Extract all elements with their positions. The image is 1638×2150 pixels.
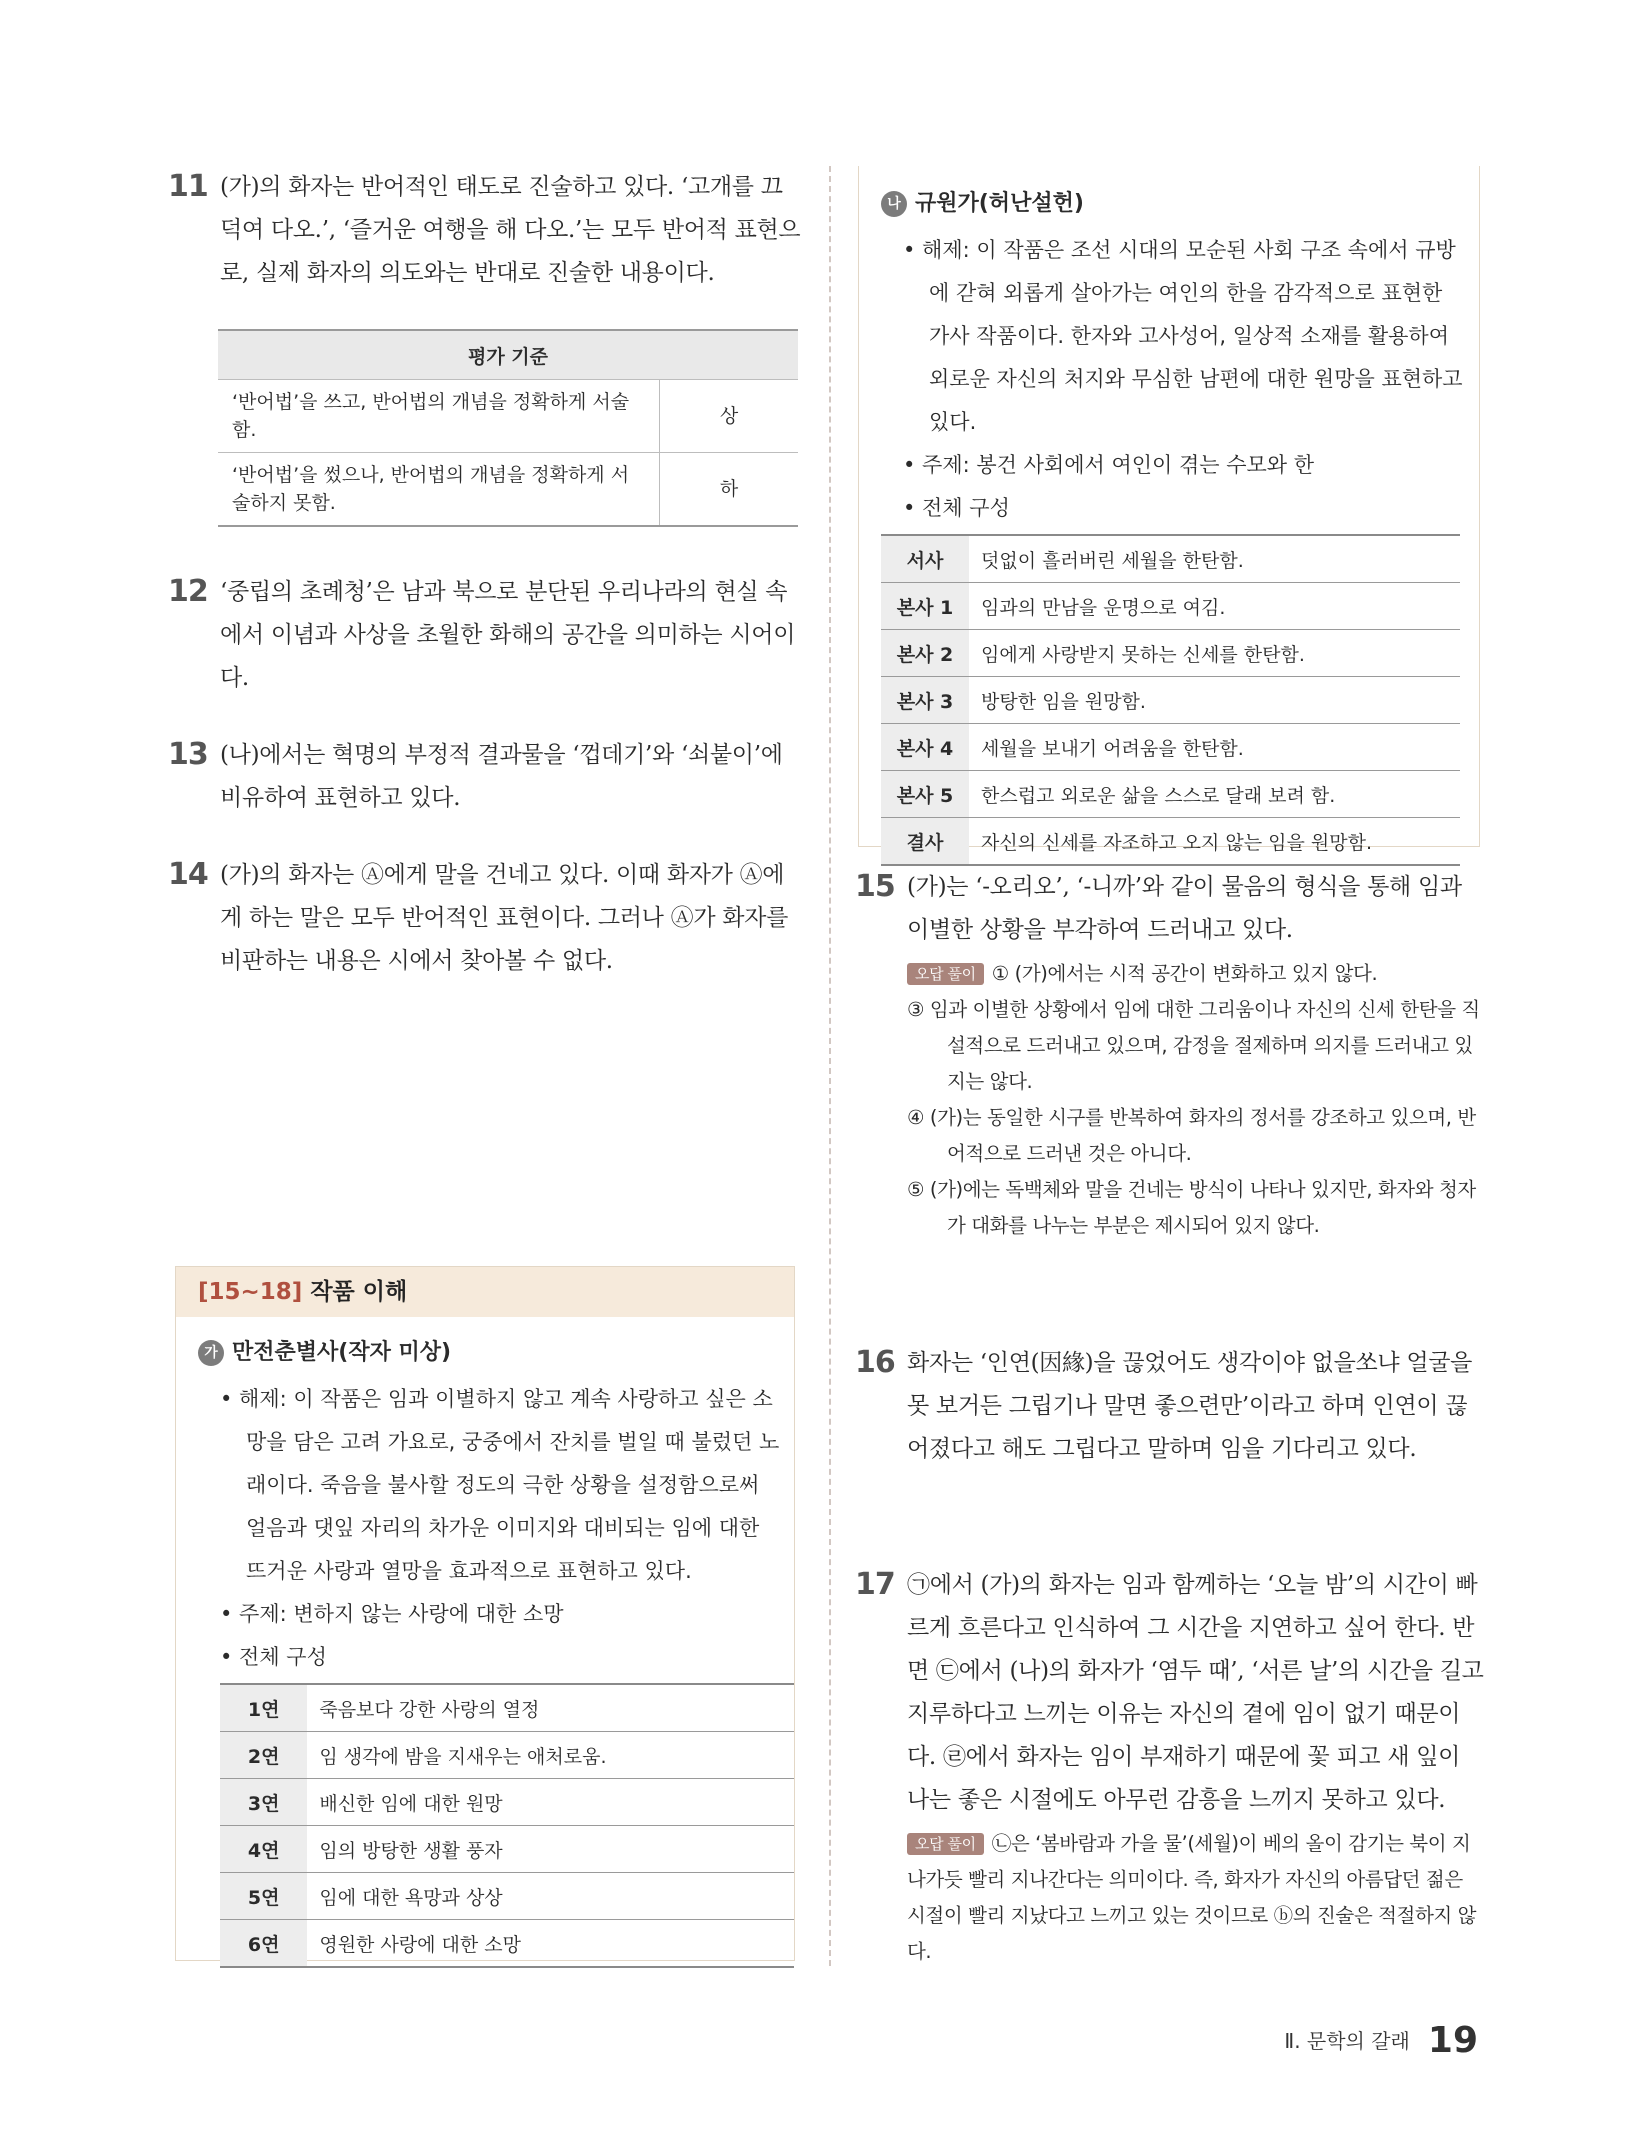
answer-text: (가)는 ‘-오리오’, ‘-니까’와 같이 물음의 형식을 통해 임과 이별한 상황을 부각하여 드러내고 있다. (907, 874, 1462, 943)
row-text: 임에게 사랑받지 못하는 신세를 한탄함. (969, 630, 1460, 677)
left-column (168, 166, 802, 1017)
table-row (220, 1732, 794, 1779)
table-row (881, 583, 1460, 630)
question-number: 11 (168, 169, 208, 204)
answer-16 (855, 1342, 1485, 1471)
question-number: 13 (168, 737, 208, 772)
theme-text: • 주제: 변하지 않는 사랑에 대한 소망 (220, 1602, 564, 1626)
haeje-text: • 해제: 이 작품은 임과 이별하지 않고 계속 사랑하고 싶은 소망을 담은 고려 가요로, 궁중에서 잔치를 벌일 때 불렀던 노래이다. 죽음을 불사할 정도의 극한 상황을 설정함으로써 얼음과 댓잎 자리의 차가운 이미지와 대비되는 임에 대한 뜨거운 사랑과 열망을 효과적으로 표현하고 있다. (220, 1387, 780, 1583)
row-text: 임과의 만남을 운명으로 여김. (969, 583, 1460, 630)
row-text: 자신의 신세를 자조하고 오지 않는 임을 원망함. (969, 818, 1460, 866)
answer-text: 화자는 ‘인연(因緣)을 끊었어도 생각이야 없을쏘냐 얼굴을 못 보거든 그립기나 말면 좋으련만’이라고 하며 인연이 끊어졌다고 해도 그립다고 말하며 임을 기다리고 있다. (907, 1350, 1473, 1462)
answer-15-block (855, 866, 1485, 1244)
evaluation-table (218, 329, 798, 527)
section-header (176, 1267, 794, 1317)
answer-12 (168, 571, 802, 700)
row-text: 덧없이 흘러버린 세월을 한탄함. (969, 535, 1460, 583)
row-text: 임 생각에 밤을 지새우는 애처로움. (307, 1732, 794, 1779)
row-label: 본사 4 (881, 724, 969, 771)
section-range: [15~18] (198, 1279, 303, 1305)
table-row (220, 1779, 794, 1826)
work-understanding-box (175, 1266, 795, 1961)
work-title-text: 만전춘별사(작자 미상) (232, 1340, 452, 1365)
answer-11 (168, 166, 802, 295)
row-label: 본사 2 (881, 630, 969, 677)
row-label: 본사 3 (881, 677, 969, 724)
question-number: 12 (168, 574, 208, 609)
section-title: 작품 이해 (310, 1279, 408, 1305)
table-row (220, 1684, 794, 1732)
row-label: 3연 (220, 1779, 307, 1826)
circle-na-icon: 나 (881, 191, 907, 217)
grade-cell: 하 (660, 453, 799, 527)
answer-13 (168, 734, 802, 820)
chapter-label: Ⅱ. 문학의 갈래 (1284, 2029, 1410, 2053)
page-footer (1284, 2020, 1478, 2061)
answer-text: ㉠에서 (가)의 화자는 임과 함께하는 ‘오늘 밤’의 시간이 빠르게 흐른다고 인식하여 그 시간을 지연하고 싶어 한다. 반면 ㉢에서 (나)의 화자가 ‘염두 때’, ‘서른 날’의 시간을 길고 지루하다고 느끼는 이유는 자신의 곁에 임이 없기 때문이다. ㉣에서 화자는 임이 부재하기 때문에 꽃 피고 새 잎이 나는 좋은 시절에도 아무런 감흥을 느끼지 못하고 있다. (907, 1572, 1484, 1813)
work-title-text: 규원가(허난설헌) (915, 191, 1084, 216)
row-label: 본사 5 (881, 771, 969, 818)
table-row (218, 453, 798, 527)
note-text: ① (가)에서는 시적 공간이 변화하고 있지 않다. (991, 962, 1378, 985)
answer-text: ‘중립의 초례청’은 남과 북으로 분단된 우리나라의 현실 속에서 이념과 사상을 초월한 화해의 공간을 의미하는 시어이다. (220, 579, 796, 691)
table-row (218, 380, 798, 453)
page-number: 19 (1427, 2020, 1478, 2061)
answer-text: (나)에서는 혁명의 부정적 결과물을 ‘껍데기’와 ‘쇠붙이’에 비유하여 표현하고 있다. (220, 742, 783, 811)
row-text: 임의 방탕한 생활 풍자 (307, 1826, 794, 1873)
wrong-answer-tag: 오답 풀이 (907, 963, 984, 985)
criterion-cell: ‘반어법’을 썼으나, 반어법의 개념을 정확하게 서술하지 못함. (218, 453, 660, 527)
work-title (198, 1335, 794, 1366)
note-text: ㉡은 ‘봄바람과 가을 물’(세월)이 베의 올이 감기는 북이 지나가듯 빨리 지나간다는 의미이다. 즉, 화자가 자신의 아름답던 젊은 시절이 빨리 지났다고 느끼고 있는 것이므로 ⓑ의 진술은 적절하지 않다. (907, 1832, 1477, 1963)
row-label: 1연 (220, 1684, 307, 1732)
row-label: 결사 (881, 818, 969, 866)
work-na-box (858, 166, 1480, 854)
structure-label: • 전체 구성 (220, 1645, 327, 1669)
circle-ga-icon: 가 (198, 1340, 224, 1366)
wrong-answer-tag: 오답 풀이 (907, 1833, 984, 1855)
question-number: 16 (855, 1345, 895, 1380)
question-number: 14 (168, 857, 208, 892)
row-label: 본사 1 (881, 583, 969, 630)
row-label: 4연 (220, 1826, 307, 1873)
grade-cell: 상 (660, 380, 799, 453)
structure-label: • 전체 구성 (903, 496, 1010, 520)
row-text: 영원한 사랑에 대한 소망 (307, 1920, 794, 1968)
row-text: 한스럽고 외로운 삶을 스스로 달래 보려 함. (969, 771, 1460, 818)
table-row (220, 1873, 794, 1920)
table-row (881, 535, 1460, 583)
structure-table (220, 1683, 794, 1968)
answer-17-block (855, 1564, 1485, 1970)
column-divider (829, 166, 831, 1966)
answer-text: (가)의 화자는 반어적인 태도로 진술하고 있다. ‘고개를 끄덕여 다오.’, ‘즐거운 여행을 해 다오.’는 모두 반어적 표현으로, 실제 화자의 의도와는 반대로 진술한 내용이다. (220, 174, 801, 286)
row-text: 죽음보다 강한 사랑의 열정 (307, 1684, 794, 1732)
question-number: 17 (855, 1567, 895, 1602)
row-text: 배신한 임에 대한 원망 (307, 1779, 794, 1826)
table-row (881, 677, 1460, 724)
note-item: ③ 임과 이별한 상황에서 임에 대한 그리움이나 자신의 신세 한탄을 직설적으로 드러내고 있으며, 감정을 절제하며 의지를 드러내고 있지는 않다. (907, 998, 1480, 1093)
row-label: 서사 (881, 535, 969, 583)
answer-text: (가)의 화자는 Ⓐ에게 말을 건네고 있다. 이때 화자가 Ⓐ에게 하는 말은 모두 반어적인 표현이다. 그러나 Ⓐ가 화자를 비판하는 내용은 시에서 찾아볼 수 없다. (220, 862, 788, 974)
table-row (881, 630, 1460, 677)
table-row (220, 1826, 794, 1873)
answer-14 (168, 854, 802, 983)
haeje-text: • 해제: 이 작품은 조선 시대의 모순된 사회 구조 속에서 규방에 갇혀 외롭게 살아가는 여인의 한을 감각적으로 표현한 가사 작품이다. 한자와 고사성어, 일상적 소재를 활용하여 외로운 자신의 처지와 무심한 남편에 대한 원망을 표현하고 있다. (903, 238, 1463, 434)
wrong-answer-note (907, 1826, 1485, 1970)
row-text: 세월을 보내기 어려움을 한탄함. (969, 724, 1460, 771)
answer-17 (855, 1564, 1485, 1822)
row-label: 5연 (220, 1873, 307, 1920)
theme-text: • 주제: 봉건 사회에서 여인이 겪는 수모와 한 (903, 453, 1315, 477)
row-text: 임에 대한 욕망과 상상 (307, 1873, 794, 1920)
row-label: 2연 (220, 1732, 307, 1779)
table-row (220, 1920, 794, 1968)
evaluation-header: 평가 기준 (218, 330, 798, 380)
criterion-cell: ‘반어법’을 쓰고, 반어법의 개념을 정확하게 서술함. (218, 380, 660, 453)
row-text: 방탕한 임을 원망함. (969, 677, 1460, 724)
note-item: ⑤ (가)에는 독백체와 말을 건네는 방식이 나타나 있지만, 화자와 청자가 대화를 나누는 부분은 제시되어 있지 않다. (907, 1178, 1476, 1237)
row-label: 6연 (220, 1920, 307, 1968)
table-row (881, 724, 1460, 771)
answer-15 (855, 866, 1485, 952)
work-title (881, 186, 1479, 217)
structure-table (881, 534, 1460, 866)
note-item: ④ (가)는 동일한 시구를 반복하여 화자의 정서를 강조하고 있으며, 반어적으로 드러낸 것은 아니다. (907, 1106, 1476, 1165)
question-number: 15 (855, 869, 895, 904)
table-row (881, 771, 1460, 818)
table-row (881, 818, 1460, 866)
wrong-answer-note (907, 956, 1485, 992)
answer-16-block (855, 1342, 1485, 1505)
